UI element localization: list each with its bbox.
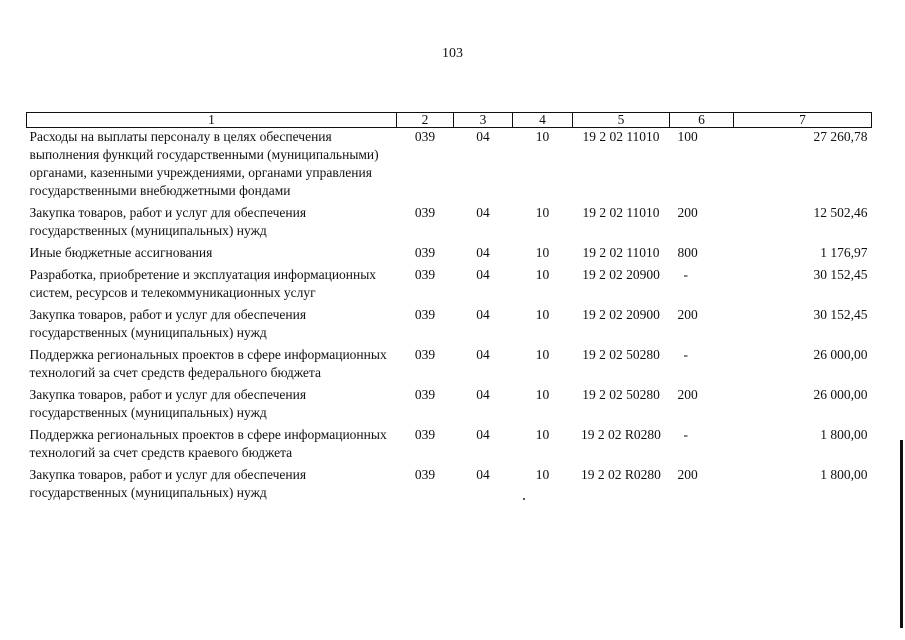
expense-name-cell: Иные бюджетные ассигнования	[29, 245, 213, 260]
section-code-cell: 04	[476, 467, 490, 482]
amount-cell: 1 800,00	[820, 427, 868, 442]
section-code-cell: 04	[476, 205, 490, 220]
ministry-code-cell: 039	[414, 267, 436, 282]
amount-cell: 30 152,45	[813, 307, 868, 322]
target-article-cell: 19 2 02 50280	[582, 387, 660, 402]
target-article-cell: 19 2 02 11010	[582, 129, 660, 144]
target-article-cell: 19 2 02 11010	[582, 205, 660, 220]
ministry-code-cell: 039	[414, 307, 436, 322]
header-cell-2: 2	[397, 113, 454, 128]
ministry-code-cell: 039	[414, 427, 436, 442]
table-row	[27, 266, 872, 306]
expense-type-cell: 200	[677, 205, 698, 220]
page-number: 103	[442, 46, 463, 61]
expense-type-cell: 800	[677, 245, 698, 260]
section-code-cell: 04	[476, 129, 490, 144]
expense-name-cell: Закупка товаров, работ и услуг для обеспечения государственных (муниципальных) нужд	[29, 387, 307, 420]
expense-name-cell: Закупка товаров, работ и услуг для обеспечения государственных (муниципальных) нужд	[29, 467, 307, 500]
scan-edge-bar	[900, 440, 903, 628]
subsection-code-cell: 10	[535, 267, 550, 282]
header-cell-4: 4	[513, 113, 573, 128]
table-row	[27, 306, 872, 346]
target-article-cell: 19 2 02 R0280	[581, 467, 661, 482]
amount-cell: 27 260,78	[813, 129, 868, 144]
expense-name-cell: Поддержка региональных проектов в сфере информационных технологий за счет средств федерального бюджета	[29, 347, 387, 380]
section-code-cell: 04	[476, 347, 490, 362]
amount-cell: 30 152,45	[813, 267, 868, 282]
target-article-cell: 19 2 02 20900	[582, 307, 660, 322]
subsection-code-cell: 10	[535, 205, 550, 220]
subsection-code-cell: 10	[535, 387, 550, 402]
subsection-code-cell: 10	[535, 245, 550, 260]
amount-cell: 26 000,00	[813, 347, 868, 362]
amount-cell: 26 000,00	[813, 387, 868, 402]
table-row	[27, 204, 872, 244]
target-article-cell: 19 2 02 50280	[582, 347, 660, 362]
ministry-code-cell: 039	[414, 347, 436, 362]
expense-type-cell: 200	[677, 387, 698, 402]
table-row	[27, 128, 872, 205]
expense-name-cell: Разработка, приобретение и эксплуатация информационных систем, ресурсов и телекоммуникационных услуг	[29, 267, 377, 300]
section-code-cell: 04	[476, 245, 490, 260]
table-row	[27, 244, 872, 266]
header-cell-7: 7	[734, 113, 872, 128]
table-row	[27, 426, 872, 466]
header-cell-3: 3	[454, 113, 513, 128]
expense-type-cell: -	[683, 427, 688, 442]
table-header-row	[27, 113, 872, 128]
ministry-code-cell: 039	[414, 245, 436, 260]
section-code-cell: 04	[476, 427, 490, 442]
expense-type-cell: 200	[677, 467, 698, 482]
header-cell-6: 6	[670, 113, 734, 128]
expense-type-cell: 200	[677, 307, 698, 322]
subsection-code-cell: 10	[535, 427, 550, 442]
subsection-code-cell: 10	[535, 307, 550, 322]
section-code-cell: 04	[476, 267, 490, 282]
expense-name-cell: Поддержка региональных проектов в сфере информационных технологий за счет средств краевого бюджета	[29, 427, 387, 460]
scan-speck	[523, 498, 525, 500]
expense-type-cell: 100	[677, 129, 698, 144]
expense-name-cell: Закупка товаров, работ и услуг для обеспечения государственных (муниципальных) нужд	[29, 307, 307, 340]
subsection-code-cell: 10	[535, 129, 550, 144]
expense-type-cell: -	[683, 347, 688, 362]
ministry-code-cell: 039	[414, 205, 436, 220]
target-article-cell: 19 2 02 11010	[582, 245, 660, 260]
section-code-cell: 04	[476, 307, 490, 322]
amount-cell: 12 502,46	[813, 205, 868, 220]
header-cell-5: 5	[573, 113, 670, 128]
budget-table	[26, 112, 872, 506]
expense-name-cell: Закупка товаров, работ и услуг для обеспечения государственных (муниципальных) нужд	[29, 205, 307, 238]
table-row	[27, 466, 872, 506]
target-article-cell: 19 2 02 R0280	[581, 427, 661, 442]
subsection-code-cell: 10	[535, 467, 550, 482]
subsection-code-cell: 10	[535, 347, 550, 362]
table-row	[27, 386, 872, 426]
expense-type-cell: -	[683, 267, 688, 282]
ministry-code-cell: 039	[414, 129, 436, 144]
target-article-cell: 19 2 02 20900	[582, 267, 660, 282]
amount-cell: 1 176,97	[820, 245, 868, 260]
ministry-code-cell: 039	[414, 387, 436, 402]
amount-cell: 1 800,00	[820, 467, 868, 482]
ministry-code-cell: 039	[414, 467, 436, 482]
header-cell-1: 1	[27, 113, 397, 128]
expense-name-cell: Расходы на выплаты персоналу в целях обеспечения выполнения функций государственными (муниципальными) органами, казенными учреждениями, органами управления государственными внебюджетными фондами	[29, 129, 379, 198]
table-row	[27, 346, 872, 386]
section-code-cell: 04	[476, 387, 490, 402]
